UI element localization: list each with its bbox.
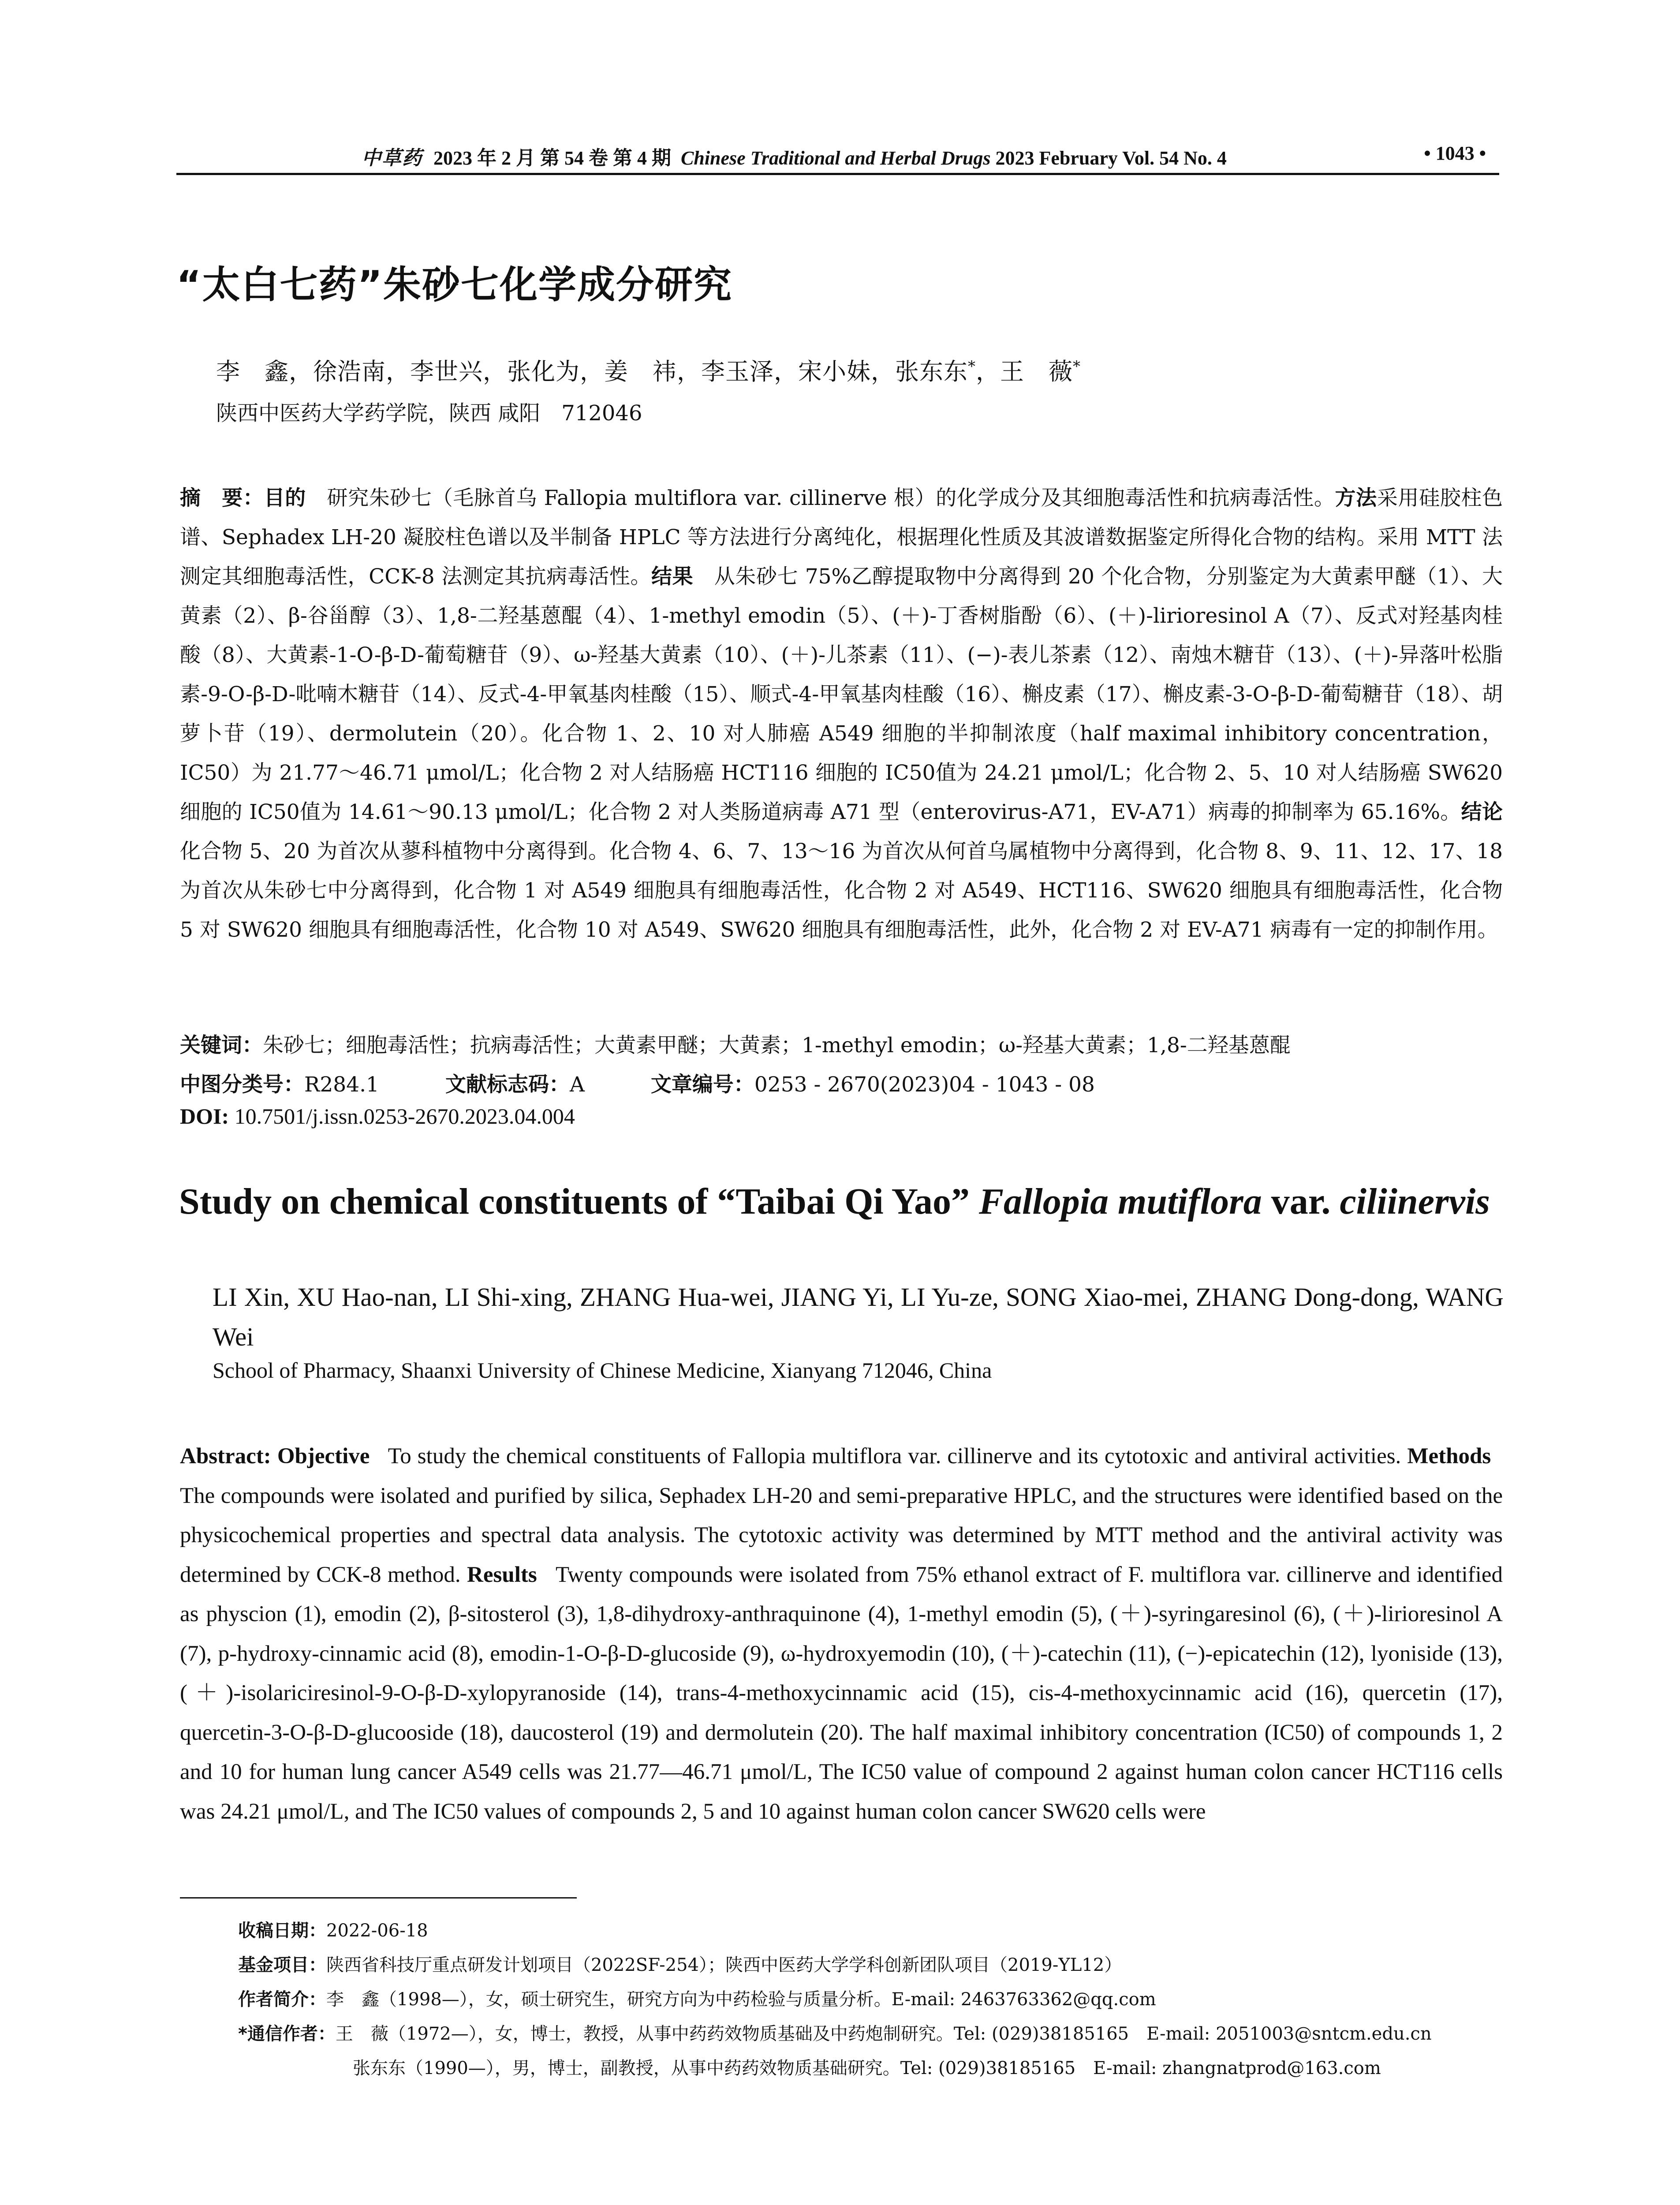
footnote-fund bbox=[238, 1951, 1122, 1976]
cn-keywords bbox=[180, 1026, 1503, 1065]
clc-value: R284.1 bbox=[304, 1073, 379, 1097]
doc-code-label: 文献标志码： bbox=[445, 1073, 570, 1097]
cn-methods-text: 采用硅胶柱色谱、Sephadex LH-20 凝胶柱色谱以及半制备 HPLC 等方法进行分离纯化，根据理化性质及其波谱数据鉴定所得化合物的结构。采用 MTT 法测定其细胞毒活性，CCK-8 法测定其抗病毒活性。 bbox=[180, 486, 1503, 589]
en-title bbox=[179, 1180, 1490, 1223]
footnote-corresponding-2 bbox=[353, 2054, 1381, 2079]
cn-abstract-label: 摘 要： bbox=[180, 486, 264, 510]
doc-code-value: A bbox=[569, 1073, 585, 1097]
article-no-value: 0253 - 2670(2023)04 - 1043 - 08 bbox=[754, 1073, 1095, 1097]
doi-value: 10.7501/j.issn.0253-2670.2023.04.004 bbox=[234, 1104, 575, 1129]
cn-authors bbox=[216, 353, 1081, 387]
cn-methods-label: 方法 bbox=[1335, 486, 1377, 510]
keywords-text: 朱砂七；细胞毒活性；抗病毒活性；大黄素甲醚；大黄素；1-methyl emodin；ω-羟基大黄素；1,8-二羟基蒽醌 bbox=[263, 1033, 1291, 1058]
en-abstract-label: Abstract: bbox=[180, 1444, 271, 1469]
corr-label: *通信作者： bbox=[238, 2024, 336, 2044]
en-title-species: Fallopia mutiflora bbox=[979, 1181, 1262, 1222]
corresponding-mark: * bbox=[1073, 358, 1081, 375]
fund-value: 陕西省科技厅重点研发计划项目（2022SF-254）；陕西中医药大学学科创新团队项目（2019-YL12） bbox=[326, 1955, 1122, 1975]
issue-en: 2023 February Vol. 54 No. 4 bbox=[995, 147, 1227, 169]
en-methods-text: The compounds were isolated and purified by silica, Sephadex LH-20 and semi-preparative HPLC, and the structures were identified based on the physicochemical properties and spectral data analysis. The cytotoxic activity was determined by MTT method and the antiviral activity was determined by CCK-8 method. bbox=[180, 1483, 1503, 1587]
clc-label: 中图分类号： bbox=[180, 1073, 304, 1097]
cn-conclusion-text: 化合物 5、20 为首次从蓼科植物中分离得到。化合物 4、6、7、13～16 为首次从何首乌属植物中分离得到，化合物 8、9、11、12、17、18 为首次从朱砂七中分离得到，化合物 1 对 A549 细胞具有细胞毒活性，化合物 2 对 A549、HCT116、SW620 细胞具有细胞毒活性，化合物 5 对 SW620 细胞具有细胞毒活性，化合物 10 对 A549、SW620 细胞具有细胞毒活性，此外，化合物 2 对 EV-A71 病毒有一定的抑制作用。 bbox=[180, 839, 1503, 942]
cn-objective-label: 目的 bbox=[264, 486, 306, 510]
page-number: • 1043 • bbox=[1424, 142, 1486, 164]
cn-results-label: 结果 bbox=[651, 564, 694, 589]
doi-line bbox=[180, 1103, 575, 1129]
cn-conclusion-label: 结论 bbox=[1461, 800, 1503, 824]
received-value: 2022-06-18 bbox=[326, 1921, 428, 1941]
received-label: 收稿日期： bbox=[238, 1921, 326, 1941]
en-objective-text: To study the chemical constituents of Fallopia multiflora var. cillinerve and its cytotoxic and antiviral activities. bbox=[388, 1444, 1401, 1469]
cn-author-list-b: ，王 薇 bbox=[976, 358, 1073, 385]
corr-value-1: 王 薇（1972—），女，博士，教授，从事中药药效物质基础及中药炮制研究。Tel: (029)38185165 E-mail: 2051003@sntcm.edu.cn bbox=[335, 2024, 1432, 2044]
en-methods-label: Methods bbox=[1407, 1444, 1491, 1469]
en-objective-label: Objective bbox=[277, 1444, 370, 1469]
header-rule bbox=[176, 173, 1499, 175]
en-results-text: Twenty compounds were isolated from 75% ethanol extract of F. multiflora var. cillinerve and identified as physcion (1), emodin (2), β-sitosterol (3), 1,8-dihydroxy-anthraquinone (4), 1-methyl emodin (5), (＋)-syringaresinol (6), (＋)-lirioresinol A (7), p-hydroxy-cinnamic acid (8), emodin-1-O-β-D-glucoside (9), ω-hydroxyemodin (10), (＋)-catechin (11), (−)-epicatechin (12), lyoniside (13), (＋)-isolariciresinol-9-O-β-D-xylopyranoside (14), trans-4-methoxycinnamic acid (15), cis-4-methoxycinnamic acid (16), quercetin (17), quercetin-3-O-β-D-glucooside (18), daucosterol (19) and dermolutein (20). The half maximal inhibitory concentration (IC50) of compounds 1, 2 and 10 for human lung cancer A549 cells was 21.77—46.71 μmol/L, The IC50 value of compound 2 against human colon cancer HCT116 cells was 24.21 μmol/L, and The IC50 values of compounds 2, 5 and 10 against human colon cancer SW620 cells were bbox=[180, 1562, 1503, 1824]
running-header bbox=[176, 140, 1499, 168]
classification-line bbox=[180, 1065, 1503, 1104]
cn-title: “太白七药”朱砂七化学成分研究 bbox=[176, 263, 733, 307]
running-header-center bbox=[362, 142, 1227, 170]
corr-value-2: 张东东（1990—），男，博士，副教授，从事中药药效物质基础研究。Tel: (029)38185165 E-mail: zhangnatprod@163.com bbox=[353, 2058, 1381, 2078]
cn-abstract bbox=[180, 478, 1503, 949]
cn-objective-text: 研究朱砂七（毛脉首乌 Fallopia multiflora var. cillinerve 根）的化学成分及其细胞毒活性和抗病毒活性。 bbox=[327, 486, 1335, 510]
en-results-label: Results bbox=[467, 1562, 537, 1587]
journal-name-en: Chinese Traditional and Herbal Drugs bbox=[681, 147, 991, 169]
footnote-rule bbox=[180, 1897, 577, 1899]
footnote-author-bio bbox=[238, 1985, 1156, 2011]
en-affiliation: School of Pharmacy, Shaanxi University of Chinese Medicine, Xianyang 712046, China bbox=[213, 1358, 992, 1383]
en-title-var: var. bbox=[1262, 1181, 1340, 1222]
doi-label: DOI: bbox=[180, 1104, 229, 1129]
corresponding-mark: * bbox=[968, 358, 976, 375]
en-title-part-a: Study on chemical constituents of “Taibai Qi Yao” bbox=[179, 1181, 979, 1222]
cn-affiliation: 陕西中医药大学药学院，陕西 咸阳 712046 bbox=[216, 401, 642, 426]
bio-value: 李 鑫（1998—），女，硕士研究生，研究方向为中药检验与质量分析。E-mail: 2463763362@qq.com bbox=[326, 1989, 1156, 2010]
en-authors: LI Xin, XU Hao-nan, LI Shi-xing, ZHANG Hua-wei, JIANG Yi, LI Yu-ze, SONG Xiao-mei, ZHANG Dong-dong, WANG Wei bbox=[213, 1282, 1504, 1351]
journal-name-cn: 中草药 bbox=[362, 147, 422, 169]
fund-label: 基金项目： bbox=[238, 1955, 326, 1975]
footnote-corresponding bbox=[238, 2020, 1432, 2045]
article-no-label: 文章编号： bbox=[650, 1073, 754, 1097]
cn-author-list-a: 李 鑫，徐浩南，李世兴，张化为，姜 祎，李玉泽，宋小妹，张东东 bbox=[216, 358, 968, 385]
issue-cn: 2023 年 2 月 第 54 卷 第 4 期 bbox=[433, 147, 671, 169]
bio-label: 作者简介： bbox=[238, 1989, 326, 2010]
keywords-label: 关键词： bbox=[180, 1033, 263, 1058]
en-title-variety: ciliinervis bbox=[1340, 1181, 1490, 1222]
cn-results-text: 从朱砂七 75%乙醇提取物中分离得到 20 个化合物，分别鉴定为大黄素甲醚（1）、大黄素（2）、β-谷甾醇（3）、1,8-二羟基蒽醌（4）、1-methyl emodin（5）、(＋)-丁香树脂酚（6）、(＋)-lirioresinol A（7）、反式对羟基肉桂酸（8）、大黄素-1-O-β-D-葡萄糖苷（9）、ω-羟基大黄素（10）、(＋)-儿茶素（11）、(−)-表儿茶素（12）、南烛木糖苷（13）、(＋)-异落叶松脂素-9-O-β-D-吡喃木糖苷（14）、反式-4-甲氧基肉桂酸（15）、顺式-4-甲氧基肉桂酸（16）、槲皮素（17）、槲皮素-3-O-β-D-葡萄糖苷（18）、胡萝卜苷（19）、dermolutein（20）。化合物 1、2、10 对人肺癌 A549 细胞的半抑制浓度（half maximal inhibitory concentration，IC50）为 21.77～46.71 μmol/L；化合物 2 对人结肠癌 HCT116 细胞的 IC50值为 24.21 μmol/L；化合物 2、5、10 对人结肠癌 SW620 细胞的 IC50值为 14.61～90.13 μmol/L；化合物 2 对人类肠道病毒 A71 型（enterovirus-A71，EV-A71）病毒的抑制率为 65.16%。 bbox=[180, 564, 1503, 824]
footnote-received bbox=[238, 1917, 428, 1942]
en-abstract bbox=[180, 1437, 1503, 1831]
